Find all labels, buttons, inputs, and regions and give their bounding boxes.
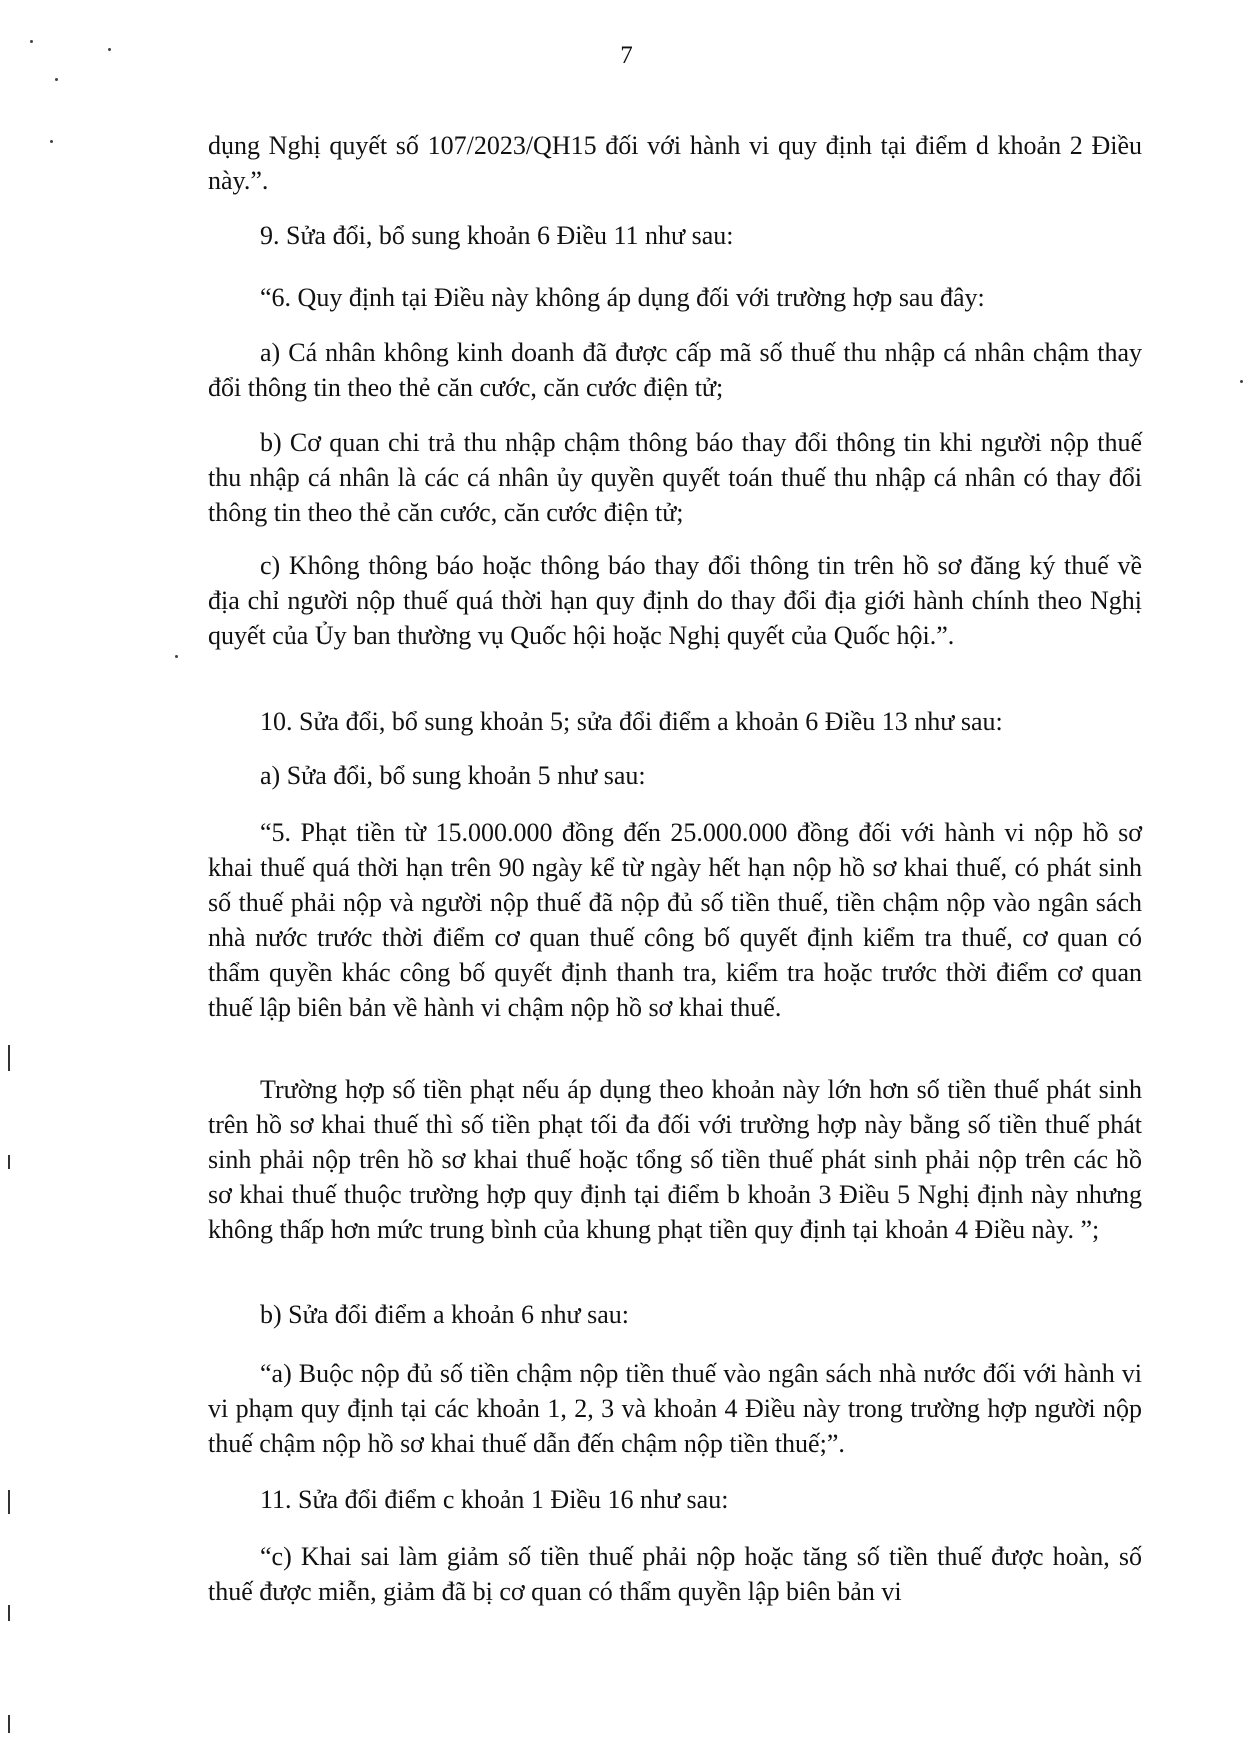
- scan-edge-mark: [8, 1715, 10, 1733]
- paragraph-point-b: b) Cơ quan chi trả thu nhập chậm thông báo thay đổi thông tin khi người nộp thuế thu nhập cá nhân là các cá nhân ủy quyền quyết toán thuế thu nhập cá nhân có thay đổi thông tin theo thẻ căn cước, căn cước điện tử;: [208, 428, 1142, 527]
- paragraph-item-10: 10. Sửa đổi, bổ sung khoản 5; sửa đổi điểm a khoản 6 Điều 13 như sau:: [260, 707, 1003, 736]
- page-number: 7: [620, 42, 633, 69]
- scan-speck: [50, 140, 53, 143]
- paragraph-item-9: 9. Sửa đổi, bổ sung khoản 6 Điều 11 như sau:: [260, 221, 734, 250]
- paragraph-clause-5-penalty: Trường hợp số tiền phạt nếu áp dụng theo khoản này lớn hơn số tiền thuế phát sinh trên hồ sơ khai thuế thì số tiền phạt tối đa đối với trường hợp này bằng số tiền thuế phát sinh phải nộp trên hồ sơ khai thuế hoặc tổng số tiền thuế phát sinh phải nộp trên các hồ sơ khai thuế thuộc trường hợp quy định tại điểm b khoản 3 Điều 5 Nghị định này nhưng không thấp hơn mức trung bình của khung phạt tiền quy định tại khoản 4 Điều này. ”;: [208, 1075, 1142, 1244]
- scan-edge-mark: [8, 1045, 10, 1071]
- paragraph-clause-5: “5. Phạt tiền từ 15.000.000 đồng đến 25.000.000 đồng đối với hành vi nộp hồ sơ khai thuế quá thời hạn trên 90 ngày kể từ ngày hết hạn nộp hồ sơ khai thuế, có phát sinh số thuế phải nộp và người nộp thuế đã nộp đủ số tiền thuế, tiền chậm nộp vào ngân sách nhà nước trước thời điểm cơ quan thuế công bố quyết định kiểm tra thuế, cơ quan có thẩm quyền khác công bố quyết định thanh tra, kiểm tra hoặc trước thời điểm cơ quan thuế lập biên bản về hành vi chậm nộp hồ sơ khai thuế.: [208, 818, 1142, 1022]
- paragraph-10-b: b) Sửa đổi điểm a khoản 6 như sau:: [260, 1300, 630, 1329]
- paragraph-item-11: 11. Sửa đổi điểm c khoản 1 Điều 16 như sau:: [260, 1485, 729, 1514]
- scan-edge-mark: [8, 1155, 10, 1169]
- paragraph-point-c: c) Không thông báo hoặc thông báo thay đổi thông tin trên hồ sơ đăng ký thuế về địa chỉ người nộp thuế quá thời hạn quy định do thay đổi địa giới hành chính theo Nghị quyết của Ủy ban thường vụ Quốc hội hoặc Nghị quyết của Quốc hội.”.: [208, 551, 1142, 650]
- paragraph-point-a: a) Cá nhân không kinh doanh đã được cấp mã số thuế thu nhập cá nhân chậm thay đổi thông tin theo thẻ căn cước, căn cước điện tử;: [208, 338, 1142, 402]
- paragraph-point-c-16: “c) Khai sai làm giảm số tiền thuế phải nộp hoặc tăng số tiền thuế được hoàn, số thuế được miễn, giảm đã bị cơ quan có thẩm quyền lập biên bản vi: [208, 1542, 1142, 1606]
- paragraph-clause-6: “6. Quy định tại Điều này không áp dụng đối với trường hợp sau đây:: [260, 283, 985, 312]
- scan-speck: [175, 655, 178, 658]
- paragraph-continuation: dụng Nghị quyết số 107/2023/QH15 đối với hành vi quy định tại điểm d khoản 2 Điều này.”.: [208, 131, 1142, 195]
- paragraph-6a: “a) Buộc nộp đủ số tiền chậm nộp tiền thuế vào ngân sách nhà nước đối với hành vi vi phạm quy định tại các khoản 1, 2, 3 và khoản 4 Điều này trong trường hợp người nộp thuế chậm nộp hồ sơ khai thuế dẫn đến chậm nộp tiền thuế;”.: [208, 1359, 1142, 1458]
- scan-speck: [30, 40, 33, 43]
- scan-speck: [55, 78, 58, 81]
- scan-speck: [1240, 380, 1243, 383]
- scan-speck: [108, 48, 111, 51]
- scan-edge-mark: [8, 1605, 10, 1621]
- paragraph-10-a: a) Sửa đổi, bổ sung khoản 5 như sau:: [260, 761, 646, 790]
- scan-edge-mark: [8, 1490, 10, 1514]
